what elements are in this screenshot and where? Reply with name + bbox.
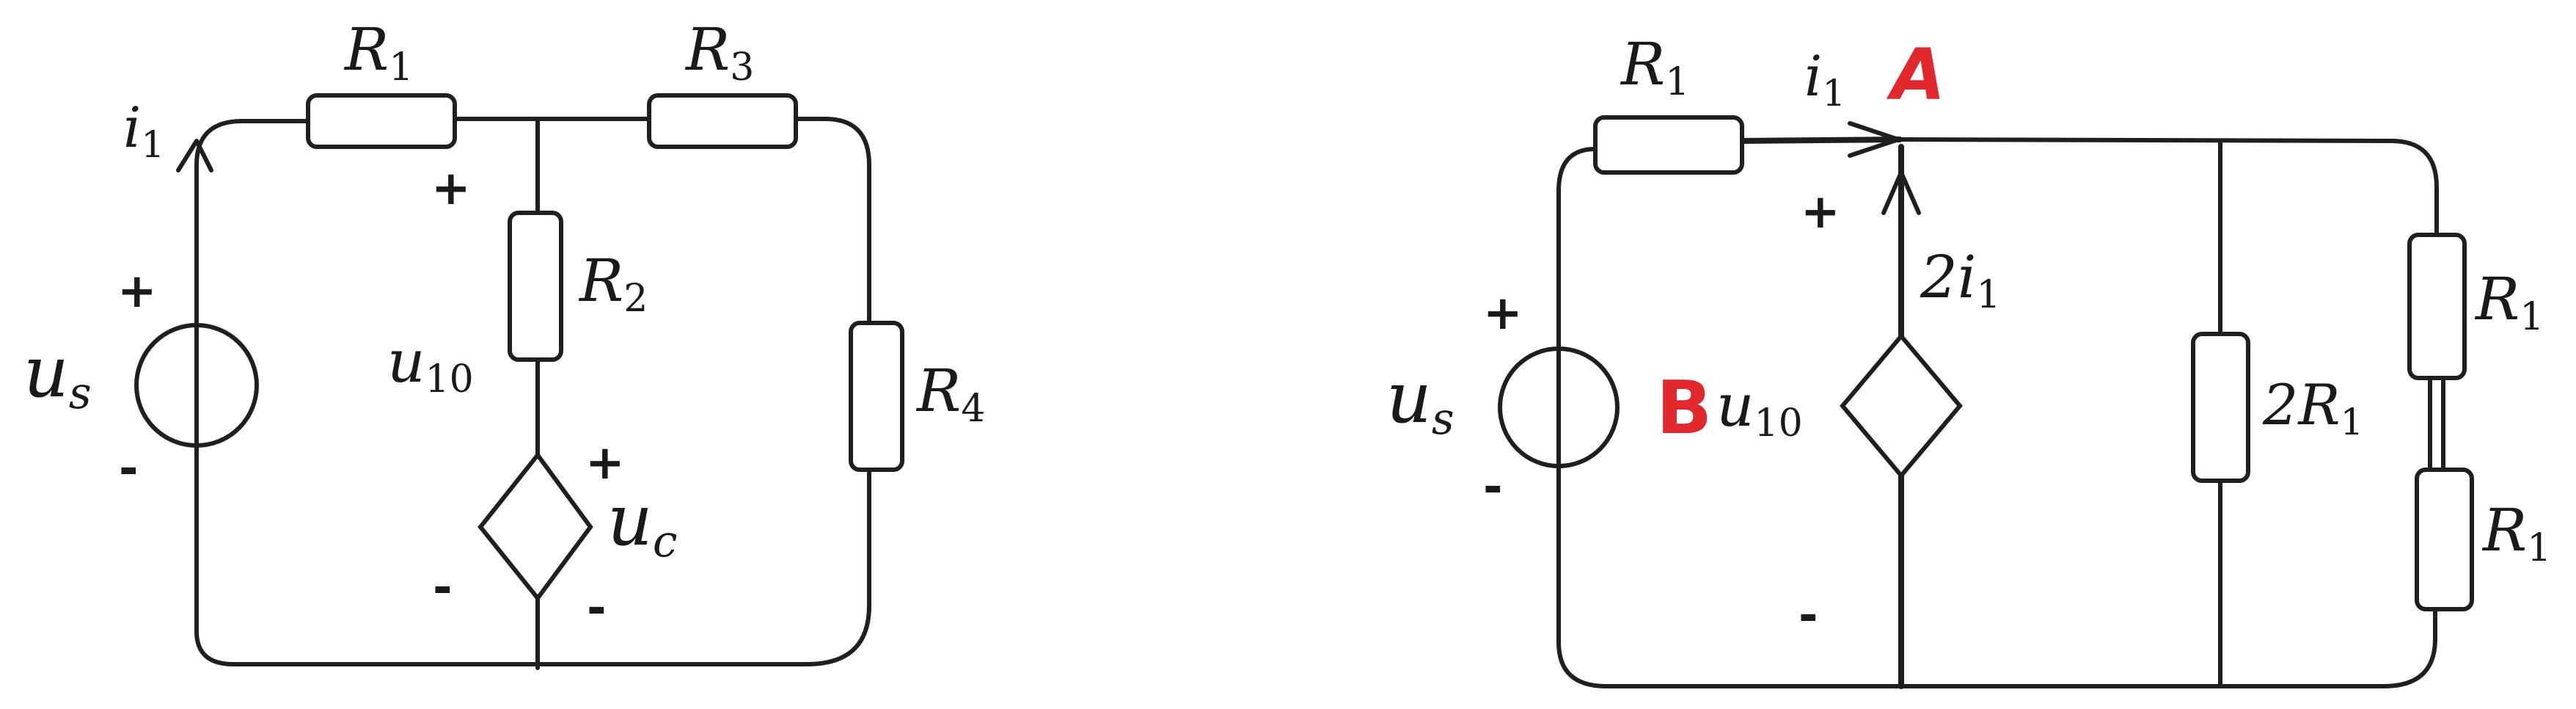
left-label-r2: R2 <box>579 247 648 321</box>
left-label-r3: R3 <box>686 15 755 90</box>
left-label-r1: R1 <box>345 15 414 90</box>
right-src-minus: - <box>1799 589 1818 643</box>
left-uc-plus: + <box>585 436 625 490</box>
right-label-us: us <box>1386 357 1455 445</box>
left-wire-top-left <box>197 121 308 165</box>
right-node-a-label: A <box>1891 34 1946 116</box>
right-us-plus: + <box>1483 286 1523 341</box>
left-uc-minus-left: - <box>433 561 453 615</box>
left-dependent-source <box>480 455 590 598</box>
right-label-2i1: 2i1 <box>1920 243 2001 317</box>
left-resistor-r2 <box>510 213 561 360</box>
left-resistor-r3 <box>649 95 796 147</box>
left-resistor-r4 <box>851 323 902 470</box>
left-label-i1: i1 <box>123 95 165 166</box>
left-label-u10: u10 <box>387 327 474 401</box>
left-us-plus: + <box>117 264 157 319</box>
right-resistor-r1-upper <box>2409 235 2465 378</box>
right-resistor-2r1 <box>2193 334 2248 481</box>
right-dependent-source <box>1843 336 1960 476</box>
left-label-us: us <box>23 331 92 419</box>
right-src-plus: + <box>1801 185 1840 239</box>
right-wire-top-bus <box>1900 139 2437 235</box>
right-resistor-r1-lower <box>2417 470 2472 609</box>
left-wire-top-right <box>796 119 869 323</box>
left-us-minus: - <box>119 442 139 496</box>
right-label-r1-upper: R1 <box>2476 265 2544 339</box>
right-circuit <box>1386 30 2551 686</box>
right-wire-top-thick <box>1742 139 1900 141</box>
right-label-2r1: 2R1 <box>2263 372 2364 443</box>
left-circuit <box>23 15 985 668</box>
right-label-r1-top: R1 <box>1621 30 1690 104</box>
right-label-i1: i1 <box>1804 43 1846 114</box>
left-uc-minus-right: - <box>587 581 607 636</box>
right-label-u10: u10 <box>1716 371 1803 446</box>
left-resistor-r1 <box>308 95 455 147</box>
right-us-minus: - <box>1483 460 1503 515</box>
left-label-r4: R4 <box>917 357 986 431</box>
right-node-b-label: B <box>1656 365 1713 451</box>
right-wire-series-link <box>2430 378 2443 470</box>
right-label-r1-lower: R1 <box>2483 496 2552 570</box>
right-resistor-r1-top <box>1595 117 1742 172</box>
left-r2-plus: + <box>431 161 471 216</box>
left-label-uc: uc <box>607 479 678 567</box>
